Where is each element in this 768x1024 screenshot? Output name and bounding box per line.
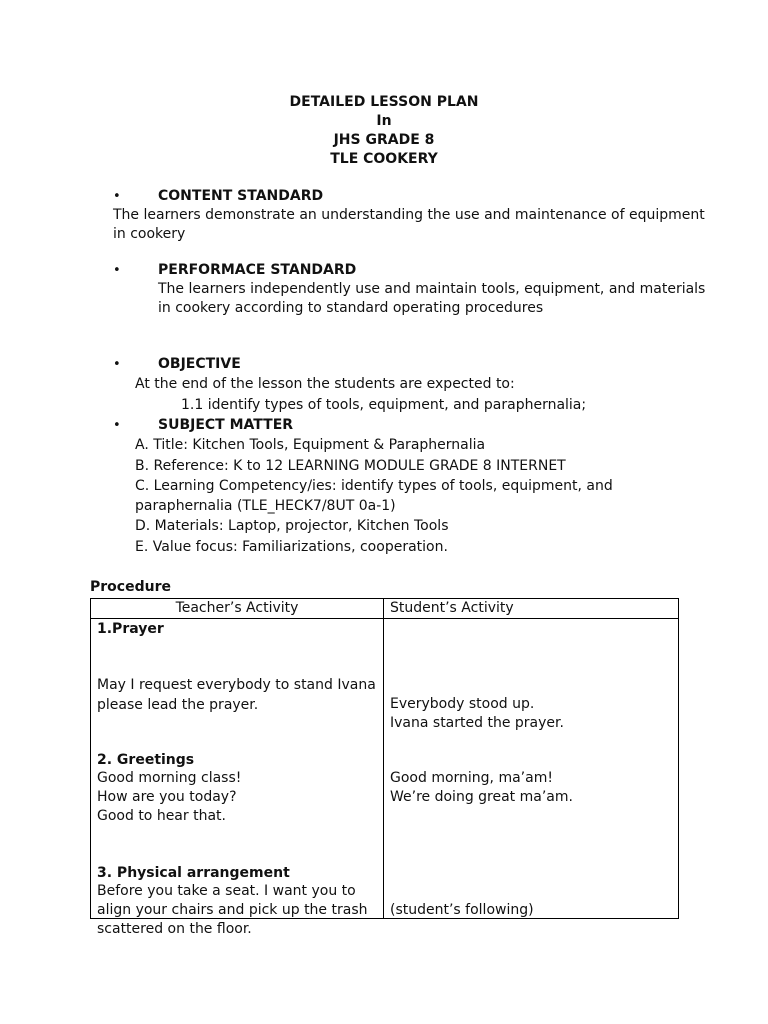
title-subject: TLE COOKERY — [330, 151, 438, 167]
objective-intro: At the end of the lesson the students are expected to: — [135, 376, 515, 392]
objective-item: 1.1 identify types of tools, equipment, and paraphernalia; — [181, 397, 587, 413]
prayer-heading: 1.Prayer — [97, 621, 164, 637]
bullet-icon: • — [113, 263, 121, 278]
subject-matter-reference: B. Reference: K to 12 LEARNING MODULE GRADE 8 INTERNET — [135, 458, 566, 474]
performance-standard-text: in cookery according to standard operating procedures — [158, 300, 544, 316]
subject-matter-value-focus: E. Value focus: Familiarizations, cooperation. — [135, 539, 448, 555]
teacher-line: Good to hear that. — [97, 808, 226, 824]
performance-standard-heading: PERFORMACE STANDARD — [158, 262, 357, 278]
bullet-icon: • — [113, 418, 121, 433]
content-standard-text: in cookery — [113, 226, 186, 242]
objective-heading: OBJECTIVE — [158, 356, 241, 372]
subject-matter-materials: D. Materials: Laptop, projector, Kitchen Tools — [135, 518, 449, 534]
student-activity-cell — [384, 619, 679, 919]
subject-matter-competency: paraphernalia (TLE_HECK7/8UT 0a-1) — [135, 498, 396, 514]
greetings-heading: 2. Greetings — [97, 752, 195, 768]
table-row — [91, 619, 679, 919]
title-grade: JHS GRADE 8 — [333, 132, 435, 148]
teacher-line: Before you take a seat. I want you to — [97, 883, 356, 899]
physical-arrangement-heading: 3. Physical arrangement — [97, 865, 290, 881]
student-line: We’re doing great ma’am. — [390, 789, 573, 805]
bullet-icon: • — [113, 357, 121, 372]
subject-matter-heading: SUBJECT MATTER — [158, 417, 294, 433]
bullet-icon: • — [113, 189, 121, 204]
title-in: In — [376, 113, 392, 129]
student-line: Ivana started the prayer. — [390, 715, 564, 731]
subject-matter-title: A. Title: Kitchen Tools, Equipment & Paraphernalia — [135, 437, 486, 453]
student-line: (student’s following) — [390, 902, 534, 918]
teacher-activity-cell — [91, 619, 384, 937]
subject-matter-competency: C. Learning Competency/ies: identify types of tools, equipment, and — [135, 478, 613, 494]
teacher-line: scattered on the floor. — [97, 921, 252, 937]
student-line: Good morning, ma’am! — [390, 770, 553, 786]
teacher-line: please lead the prayer. — [97, 697, 259, 713]
content-standard-heading: CONTENT STANDARD — [158, 188, 324, 204]
student-line: Everybody stood up. — [390, 696, 535, 712]
procedure-table — [90, 598, 679, 937]
content-standard-text: The learners demonstrate an understanding the use and maintenance of equipment — [113, 207, 705, 223]
teacher-activity-header: Teacher’s Activity — [91, 599, 384, 619]
performance-standard-text: The learners independently use and maintain tools, equipment, and materials — [158, 281, 706, 297]
procedure-heading: Procedure — [90, 579, 171, 595]
teacher-line: How are you today? — [97, 789, 237, 805]
table-header-row — [91, 599, 679, 619]
teacher-line: Good morning class! — [97, 770, 242, 786]
teacher-line: May I request everybody to stand Ivana — [97, 677, 376, 693]
teacher-line: align your chairs and pick up the trash — [97, 902, 368, 918]
lesson-plan-title: DETAILED LESSON PLAN — [289, 94, 479, 110]
student-activity-header: Student’s Activity — [384, 599, 679, 619]
